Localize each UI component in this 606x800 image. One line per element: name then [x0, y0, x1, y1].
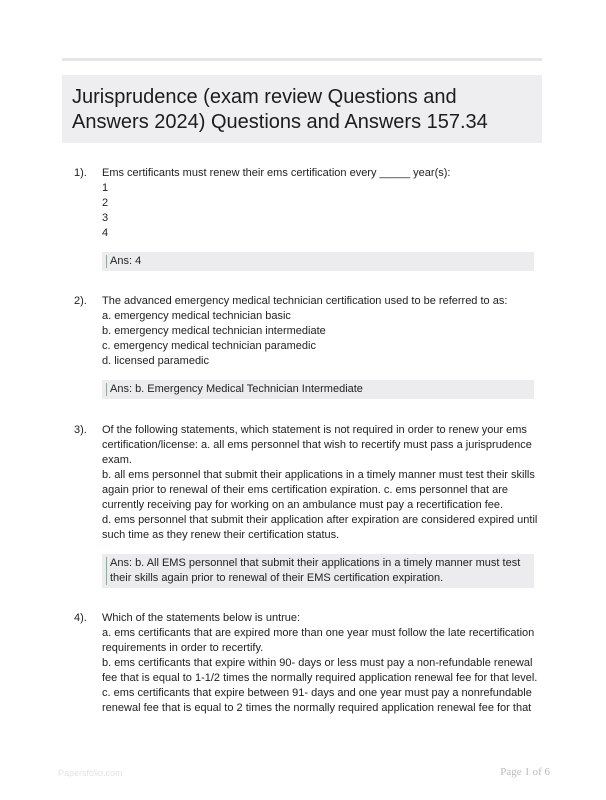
option-line: a. emergency medical technician basic — [102, 310, 291, 322]
document-title — [72, 85, 532, 135]
question-number: 3). — [74, 424, 87, 436]
question-line: Which of the statements below is untrue: — [102, 612, 301, 624]
question-text — [102, 611, 539, 716]
footer-site-watermark: Papersfolio.com — [58, 768, 123, 778]
answer-text: Ans: b. Emergency Medical Technician Intermediate — [110, 383, 363, 395]
option-line: b. all ems personnel that submit their applications in a timely manner must test their skills — [102, 469, 535, 481]
option-line: d. licensed paramedic — [102, 355, 210, 367]
question-line: certification/license: a. all ems personnel that wish to recertify must pass a jurisprudence — [102, 439, 532, 451]
question-line: Of the following statements, which statement is not required in order to renew your ems — [102, 424, 527, 436]
question-number: 4). — [74, 612, 87, 624]
option-line: b. ems certificants that expire within 90- days or less must pay a non-refundable renewal — [102, 657, 533, 669]
question-3 — [74, 423, 539, 588]
question-text — [102, 423, 539, 543]
option-line: 2 — [102, 197, 109, 209]
question-1 — [74, 166, 539, 271]
option-line: d. ems personnel that submit their application after expiration are considered expired until — [102, 514, 538, 526]
header-rule — [62, 58, 542, 61]
option-line: requirements in order to recertify. — [102, 642, 264, 654]
answer-box — [102, 380, 534, 399]
title-line-1: Jurisprudence (exam review Questions and — [72, 86, 457, 108]
question-line: exam. — [102, 454, 132, 466]
option-line: again prior to renewal of their ems certification expiration. c. ems personnel that are — [102, 484, 508, 496]
option-line: c. emergency medical technician paramedic — [102, 340, 316, 352]
option-line: c. ems certificants that expire between 91- days and one year must pay a nonrefundable — [102, 687, 532, 699]
question-line: Ems certificants must renew their ems certification every _____ year(s): — [102, 167, 451, 179]
option-line: renewal fee that is equal to 2 times the normally required application renewal fee for that — [102, 702, 532, 714]
option-line: 1 — [102, 182, 109, 194]
answer-text: Ans: b. All EMS personnel that submit their applications in a timely manner must test — [110, 557, 521, 569]
question-text — [102, 294, 539, 369]
option-line: 4 — [102, 227, 109, 239]
answer-text: Ans: 4 — [110, 255, 142, 267]
option-line: currently receiving pay for working on an ambulance must pay a recertification fee. — [102, 499, 504, 511]
question-4 — [74, 611, 539, 716]
option-line: a. ems certificants that are expired more than one year must follow the late recertification — [102, 627, 535, 639]
answer-box — [102, 554, 534, 588]
option-line: 3 — [102, 212, 109, 224]
answer-text: their skills again prior to renewal of their EMS certification expiration. — [110, 572, 444, 584]
question-line: The advanced emergency medical technician certification used to be referred to as: — [102, 295, 508, 307]
title-line-2: Answers 2024) Questions and Answers 157.34 — [72, 111, 488, 133]
question-text — [102, 166, 539, 241]
page-number: Page 1 of 6 — [500, 766, 550, 778]
title-banner — [62, 75, 542, 143]
question-number: 1). — [74, 167, 87, 179]
question-2 — [74, 294, 539, 399]
question-number: 2). — [74, 295, 87, 307]
answer-box — [102, 252, 534, 271]
option-line: fee that is equal to 1-1/2 times the normally required application renewal fee for that level. — [102, 672, 538, 684]
option-line: b. emergency medical technician intermediate — [102, 325, 326, 337]
option-line: such time as they renew their certification status. — [102, 529, 340, 541]
